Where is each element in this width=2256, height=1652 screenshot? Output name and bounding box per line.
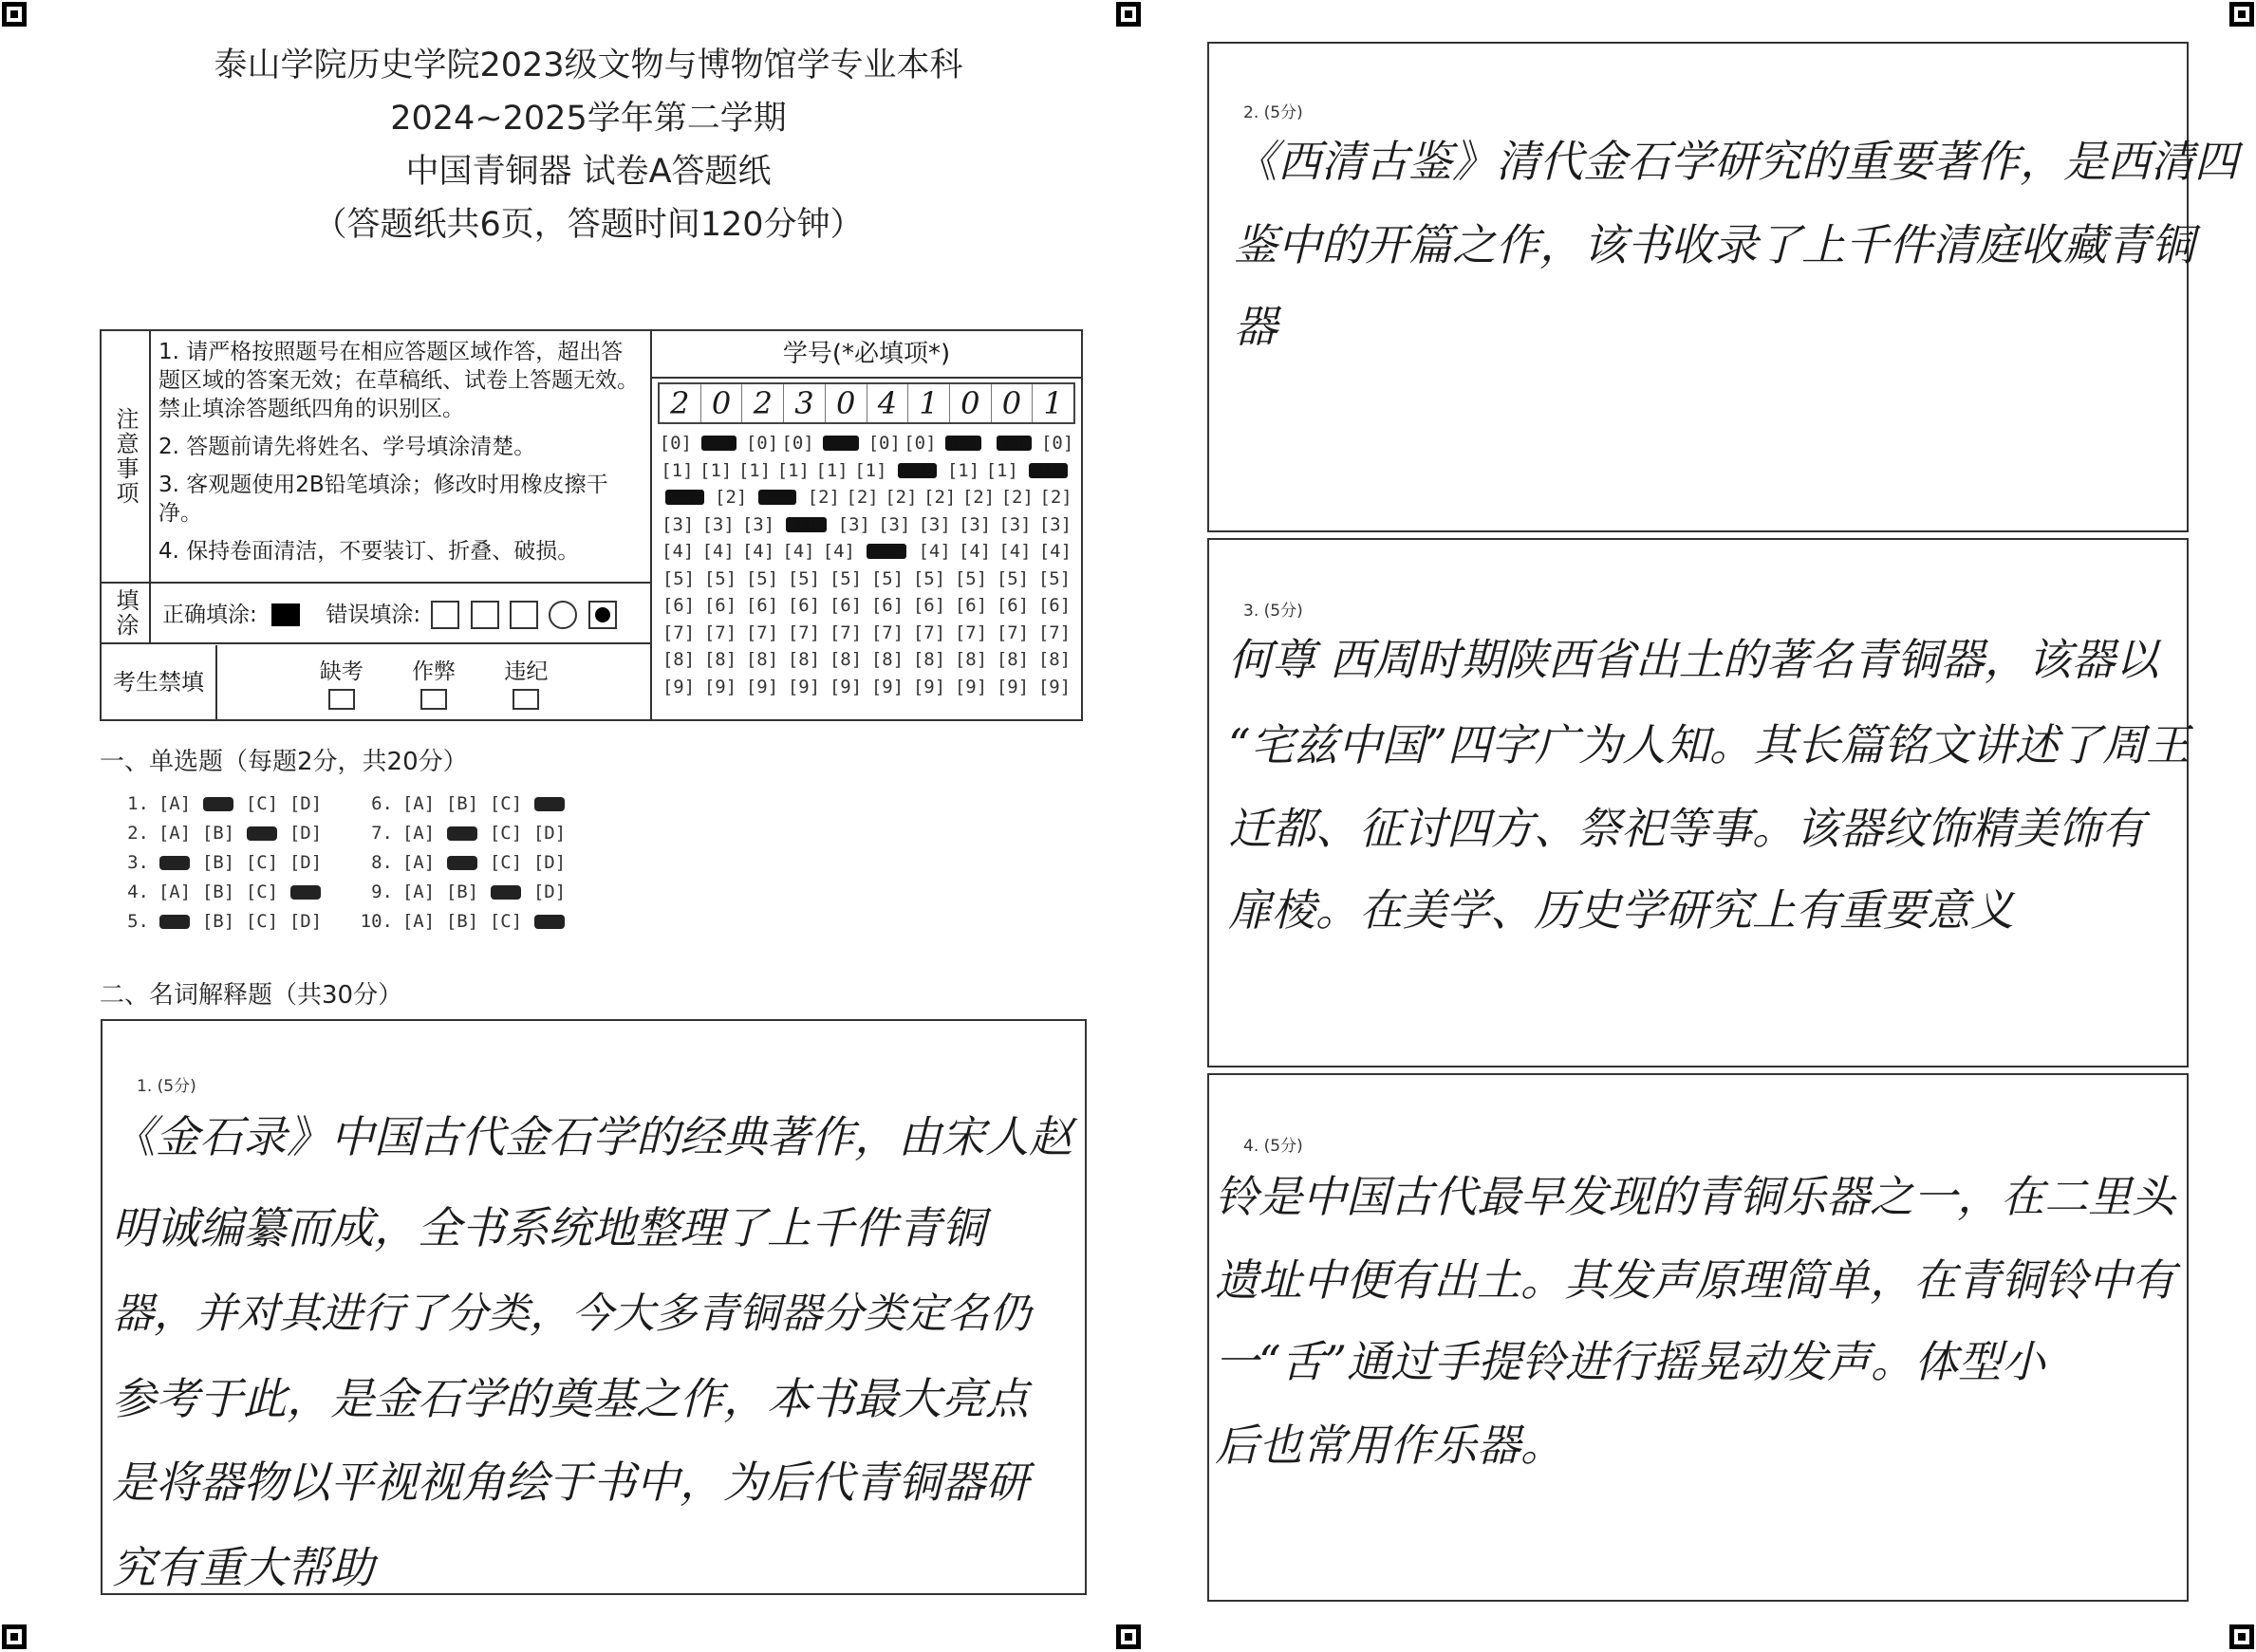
student-id-bubble[interactable]: [5] [662, 567, 696, 589]
correct-fill-label: 正确填涂: [162, 602, 257, 627]
student-id-bubble[interactable]: [6] [662, 595, 696, 617]
student-id-bubble[interactable]: [5] [870, 567, 904, 589]
mcq-option[interactable]: [D] [532, 882, 567, 902]
student-id-bubble[interactable]: [7] [745, 622, 779, 643]
student-id-bubble[interactable]: [6] [954, 595, 988, 617]
notice-label: 注意事项 [101, 330, 150, 583]
student-id-bubble[interactable]: [1] [854, 459, 887, 481]
mcq-option-filled[interactable] [528, 789, 571, 819]
student-id-bubble[interactable]: [4] [998, 541, 1032, 563]
notice-rule: 2. 答题前请先将姓名、学号填涂清楚。 [158, 435, 536, 459]
student-id-bubble[interactable]: [5] [745, 567, 779, 589]
mcq-row [353, 878, 571, 907]
handwritten-line: 一“舌”通过手提铃进行摇晃动发声。体型小 [1215, 1336, 2046, 1387]
wrong-fill-circle-icon [549, 601, 577, 629]
student-id-bubble[interactable]: [6] [912, 595, 946, 617]
mcq-option[interactable]: [C] [489, 852, 523, 873]
student-id-bubble[interactable]: [6] [996, 595, 1030, 617]
mcq-option-filled[interactable] [484, 878, 528, 907]
mcq-option-filled[interactable] [196, 789, 240, 819]
student-id-bubble[interactable]: [5] [1037, 567, 1072, 589]
student-id-bubble[interactable]: [7] [1037, 622, 1072, 643]
student-id-bubble[interactable]: [9] [662, 676, 696, 697]
student-id-bubble[interactable]: [9] [870, 676, 904, 697]
section2-title: 二、名词解释题（共30分） [100, 981, 403, 1010]
question-number: 4. (5分) [1243, 1137, 1303, 1156]
student-id-bubble[interactable]: [1] [737, 459, 772, 481]
student-id-bubble[interactable]: [8] [662, 649, 696, 671]
student-id-bubble[interactable]: [3] [662, 513, 695, 535]
mcq-option[interactable]: [A] [158, 823, 192, 844]
student-id-bubble-filled[interactable]: [0] [997, 436, 1033, 451]
wrong-fill-check-icon [431, 601, 459, 629]
student-id-bubble[interactable]: [3] [701, 513, 735, 535]
answer-box-3[interactable] [1207, 538, 2189, 1067]
absence-row [101, 643, 651, 720]
absence-option-label: 违纪 [504, 659, 549, 684]
mcq-number: 6. [371, 793, 393, 814]
mcq-option[interactable]: [D] [289, 911, 323, 932]
student-id-bubble[interactable]: [4] [662, 541, 695, 563]
student-id-bubble[interactable]: [1] [946, 459, 980, 481]
mcq-option[interactable]: [C] [489, 823, 523, 844]
student-id-bubble[interactable]: [8] [745, 649, 779, 671]
fill-example-row [150, 583, 651, 643]
corner-mark-bottom-middle [1116, 1624, 1141, 1649]
answer-box-4[interactable] [1207, 1073, 2189, 1602]
mcq-option[interactable]: [B] [201, 911, 235, 932]
student-id-bubble-filled[interactable]: [0] [945, 436, 981, 451]
mcq-row [353, 789, 571, 819]
student-id-bubble[interactable]: [5] [996, 567, 1030, 589]
mcq-number: 4. [127, 882, 149, 902]
student-id-digit: 1 [1043, 385, 1063, 421]
student-id-panel [651, 330, 1082, 720]
mcq-option[interactable]: [C] [245, 852, 279, 873]
student-id-bubble[interactable]: [9] [954, 676, 988, 697]
mcq-option[interactable]: [A] [401, 852, 436, 873]
notice-rule: 4. 保持卷面清洁，不要装订、折叠、破损。 [158, 539, 580, 564]
student-id-bubble[interactable]: [3] [837, 513, 870, 535]
handwritten-line: “宅兹中国”四字广为人知。其长篇铭文讲述了周王 [1228, 719, 2191, 770]
student-id-bubble[interactable]: [9] [745, 676, 779, 697]
mcq-row [109, 848, 327, 878]
student-id-bubble[interactable]: [2] [807, 487, 840, 509]
student-id-bubble-row [658, 538, 1075, 566]
student-id-bubble[interactable]: [0] [745, 433, 779, 455]
mcq-option[interactable]: [B] [445, 882, 479, 902]
student-id-digit: 0 [950, 384, 992, 422]
notice-table [100, 329, 1083, 721]
handwritten-line: 扉棱。在美学、历史学研究上有重要意义 [1228, 884, 2014, 936]
header-exam-title: 中国青铜器 试卷A答题纸 [405, 153, 772, 191]
student-id-bubble[interactable]: [1] [776, 459, 810, 481]
student-id-bubble[interactable]: [9] [996, 676, 1030, 697]
mcq-option[interactable]: [C] [245, 911, 279, 932]
mcq-option[interactable]: [C] [489, 793, 523, 814]
mcq-row [109, 907, 327, 937]
mcq-option[interactable]: [A] [401, 823, 436, 844]
student-id-bubble[interactable]: [4] [701, 541, 735, 563]
corner-mark-top-left [2, 2, 27, 27]
student-id-bubble[interactable]: [2] [1039, 487, 1072, 509]
student-id-bubble[interactable]: [2] [1000, 487, 1034, 509]
student-id-bubble[interactable]: [2] [715, 487, 748, 509]
student-id-bubble[interactable]: [0] [867, 433, 901, 455]
student-id-bubble-filled[interactable]: [2] [758, 490, 797, 505]
corner-mark-bottom-left [2, 1624, 27, 1649]
student-id-bubble[interactable]: [7] [912, 622, 946, 643]
student-id-bubble-filled[interactable]: [1] [1029, 463, 1068, 478]
student-id-bubble[interactable]: [8] [1037, 649, 1072, 671]
notice-rules [150, 330, 651, 583]
handwritten-line: 鉴中的开篇之作，该书收录了上千件清庭收藏青铜 [1234, 219, 2194, 270]
student-id-bubble[interactable]: [0] [904, 433, 937, 455]
mcq-option[interactable]: [B] [201, 852, 235, 873]
student-id-bubble[interactable]: [9] [912, 676, 946, 697]
student-id-bubble[interactable]: [6] [870, 595, 904, 617]
student-id-bubble[interactable]: [5] [954, 567, 988, 589]
corner-mark-top-middle [1116, 2, 1141, 27]
mcq-column-left[interactable] [109, 789, 327, 937]
student-id-bubble[interactable]: [0] [1040, 433, 1074, 455]
student-id-digit: 0 [701, 384, 743, 422]
section1-title: 一、单选题（每题2分，共20分） [100, 748, 468, 776]
mcq-option-filled[interactable] [440, 848, 484, 878]
student-id-bubble-row [658, 430, 1075, 457]
student-id-bubble[interactable]: [7] [954, 622, 988, 643]
mcq-option[interactable]: [B] [201, 823, 235, 844]
mcq-row [353, 848, 571, 878]
mcq-option[interactable]: [D] [532, 823, 567, 844]
student-id-bubble-filled[interactable]: [0] [823, 436, 859, 451]
student-id-digit: 4 [867, 384, 909, 422]
handwritten-line: 迁都、征讨四方、祭祀等事。该器纹饰精美饰有 [1228, 803, 2145, 854]
answer-box-2[interactable] [1207, 42, 2238, 532]
mcq-number: 9. [371, 882, 393, 902]
student-id-bubble-filled[interactable]: [1] [898, 463, 937, 478]
student-id-bubble-filled[interactable]: [3] [786, 517, 826, 532]
correct-fill-sample [271, 603, 300, 626]
handwritten-line: 参考于此，是金石学的奠基之作，本书最大亮点 [112, 1373, 1029, 1424]
student-id-bubble[interactable]: [2] [846, 487, 879, 509]
handwritten-line: 器 [1234, 301, 1277, 352]
mcq-number: 5. [127, 911, 149, 932]
mcq-number: 3. [127, 852, 149, 873]
answer-box-1[interactable] [101, 1019, 1087, 1595]
student-id-bubble-row [658, 674, 1075, 701]
mcq-option[interactable]: [A] [401, 793, 436, 814]
handwritten-line: 器，并对其进行了分类，今大多青铜器分类定名仍 [112, 1290, 1031, 1338]
corner-mark-bottom-right [2229, 1624, 2254, 1649]
mcq-row [353, 819, 571, 848]
corner-mark-top-right [2229, 2, 2254, 27]
mcq-row [109, 819, 327, 848]
question-number: 1. (5分) [137, 1077, 196, 1096]
student-id-bubble[interactable]: [4] [1038, 541, 1072, 563]
student-id-bubble[interactable]: [8] [912, 649, 946, 671]
handwritten-line: 《西清古鉴》清代金石学研究的重要著作，是西清四 [1234, 136, 2238, 187]
mcq-number: 8. [371, 852, 393, 873]
absence-option-label: 缺考 [319, 659, 364, 684]
absence-option-absent[interactable] [299, 654, 384, 710]
wrong-fill-dash-icon [510, 601, 538, 629]
student-id-bubble[interactable]: [2] [961, 487, 996, 509]
student-id-bubble[interactable]: [1] [699, 459, 733, 481]
student-id-bubble-row [658, 566, 1075, 593]
student-id-bubble[interactable]: [6] [787, 595, 821, 617]
handwritten-line: 明诚编纂而成，全书系统地整理了上千件青铜 [112, 1202, 985, 1253]
student-id-digit: 1 [908, 384, 950, 422]
student-id-bubble[interactable]: [9] [787, 676, 821, 697]
mcq-option[interactable]: [A] [401, 882, 436, 902]
header-term-line: 2024~2025学年第二学期 [390, 100, 787, 138]
student-id-bubble-row [658, 484, 1075, 511]
student-id-bubble[interactable]: [3] [918, 513, 951, 535]
student-id-bubble[interactable]: [3] [1038, 513, 1072, 535]
student-id-bubble[interactable]: [9] [829, 676, 863, 697]
mcq-option[interactable]: [D] [532, 852, 567, 873]
student-id-bubble-grid[interactable] [658, 430, 1075, 700]
mcq-option-filled[interactable] [153, 907, 196, 937]
student-id-bubble[interactable]: [6] [829, 595, 863, 617]
student-id-bubble[interactable]: [7] [662, 622, 696, 643]
student-id-bubble[interactable]: [1] [985, 459, 1018, 481]
handwritten-line: 究有重大帮助 [112, 1542, 374, 1593]
mcq-option[interactable]: [A] [158, 882, 192, 902]
student-id-bubble[interactable]: [1] [815, 459, 848, 481]
notice-rule: 1. 请严格按照题号在相应答题区域作答，超出答题区域的答案无效；在草稿纸、试卷上答题无效。禁止填涂答题纸四角的识别区。 [158, 340, 639, 421]
student-id-bubble[interactable]: [8] [703, 649, 737, 671]
mcq-option[interactable]: [C] [245, 793, 279, 814]
question-number: 3. (5分) [1243, 602, 1303, 621]
student-id-bubble-filled[interactable]: [4] [867, 544, 906, 559]
student-id-bubble[interactable]: [4] [918, 541, 951, 563]
student-id-digit: 2 [742, 384, 784, 422]
student-id-digit: 0 [992, 384, 1034, 422]
student-id-bubble[interactable]: [8] [870, 649, 904, 671]
student-id-digit: 2 [660, 384, 701, 422]
student-id-digit: 0 [826, 384, 867, 422]
student-id-bubble[interactable]: [6] [745, 595, 779, 617]
student-id-bubble[interactable]: [2] [885, 487, 918, 509]
student-id-bubble-row [658, 457, 1075, 485]
absence-option-cheating[interactable] [391, 654, 476, 710]
mcq-option-filled[interactable] [240, 819, 284, 848]
student-id-bubble[interactable]: [4] [822, 541, 855, 563]
student-id-bubble[interactable]: [7] [829, 622, 863, 643]
student-id-bubble[interactable]: [0] [781, 433, 814, 455]
student-id-bubble[interactable]: [2] [923, 487, 957, 509]
mcq-option[interactable]: [B] [201, 882, 235, 902]
question-number: 2. (5分) [1243, 103, 1303, 122]
mcq-option-filled[interactable] [440, 819, 484, 848]
student-id-digit: 3 [784, 384, 826, 422]
handwritten-line: 遗址中便有出土。其发声原理简单，在青铜铃中有 [1215, 1254, 2175, 1306]
mcq-option[interactable]: [C] [245, 882, 279, 902]
student-id-digits[interactable] [658, 382, 1075, 424]
absence-option-violation[interactable] [483, 654, 569, 710]
mcq-option[interactable]: [D] [289, 852, 323, 873]
student-id-bubble[interactable]: [8] [996, 649, 1030, 671]
student-id-bubble-filled[interactable]: [0] [701, 436, 737, 451]
handwritten-line: 是将器物以平视视角绘于书中，为后代青铜器研 [112, 1457, 1029, 1508]
student-id-bubble[interactable]: [4] [958, 541, 992, 563]
student-id-bubble[interactable]: [5] [787, 567, 821, 589]
notice-rule: 3. 客观题使用2B铅笔填涂；修改时用橡皮擦干净。 [158, 473, 608, 526]
student-id-bubble[interactable]: [1] [661, 459, 694, 481]
student-id-bubble[interactable]: [5] [829, 567, 863, 589]
student-id-bubble-row [658, 646, 1075, 674]
student-id-bubble[interactable]: [3] [878, 513, 911, 535]
student-id-bubble[interactable]: [5] [912, 567, 946, 589]
mcq-option-filled[interactable] [153, 848, 196, 878]
mcq-option-filled[interactable] [284, 878, 327, 907]
mcq-number: 2. [127, 823, 149, 844]
student-id-bubble[interactable]: [8] [787, 649, 821, 671]
student-id-bubble-filled[interactable]: [2] [665, 490, 704, 505]
mcq-number: 7. [371, 823, 393, 844]
mcq-row [109, 789, 327, 819]
student-id-bubble[interactable]: [4] [782, 541, 815, 563]
student-id-bubble-row [658, 620, 1075, 647]
student-id-bubble[interactable]: [8] [954, 649, 988, 671]
mcq-option-filled[interactable] [528, 907, 571, 937]
student-id-bubble[interactable]: [7] [787, 622, 821, 643]
header-school-line: 泰山学院历史学院2023级文物与博物馆学专业本科 [214, 46, 963, 84]
student-id-bubble-row [658, 592, 1075, 620]
student-id-bubble[interactable]: [9] [1037, 676, 1072, 697]
student-id-bubble[interactable]: [8] [829, 649, 863, 671]
student-id-bubble[interactable]: [7] [996, 622, 1030, 643]
absence-label: 考生禁填 [102, 645, 217, 719]
mcq-row [109, 878, 327, 907]
header-exam-info: （答题纸共6页，答题时间120分钟） [313, 206, 864, 244]
handwritten-line: 铃是中国古代最早发现的青铜乐器之一，在二里头 [1215, 1171, 2175, 1222]
student-id-bubble[interactable]: [3] [998, 513, 1032, 535]
absence-option-label: 作弊 [412, 659, 456, 684]
wrong-fill-dot-icon [588, 601, 617, 629]
mcq-option[interactable]: [B] [445, 793, 479, 814]
mcq-column-right[interactable] [353, 789, 571, 937]
student-id-bubble[interactable]: [4] [741, 541, 775, 563]
student-id-bubble[interactable]: [5] [703, 567, 737, 589]
handwritten-line: 《金石录》中国古代金石学的经典著作，由宋人赵 [112, 1111, 1072, 1162]
student-id-bubble[interactable]: [7] [870, 622, 904, 643]
student-id-bubble[interactable]: [3] [958, 513, 992, 535]
fill-label: 填涂 [101, 583, 150, 643]
student-id-bubble[interactable]: [6] [703, 595, 737, 617]
mcq-option[interactable]: [A] [158, 793, 192, 814]
student-id-title: 学号(*必填项*) [652, 331, 1081, 379]
mcq-option[interactable]: [D] [289, 793, 323, 814]
student-id-bubble[interactable]: [3] [741, 513, 775, 535]
mcq-option[interactable]: [B] [445, 911, 479, 932]
student-id-bubble[interactable]: [9] [703, 676, 737, 697]
mcq-row [353, 907, 571, 937]
mcq-number: 10. [360, 911, 393, 932]
handwritten-line: 何尊 西周时期陕西省出土的著名青铜器，该器以 [1228, 634, 2159, 685]
student-id-bubble[interactable]: [6] [1037, 595, 1072, 617]
mcq-option[interactable]: [A] [401, 911, 436, 932]
student-id-bubble[interactable]: [7] [703, 622, 737, 643]
mcq-option[interactable]: [C] [489, 911, 523, 932]
handwritten-line: 后也常用作乐器。 [1215, 1420, 1564, 1471]
student-id-bubble-row [658, 511, 1075, 539]
mcq-option[interactable]: [D] [289, 823, 323, 844]
wrong-fill-plus-icon [471, 601, 499, 629]
student-id-bubble[interactable]: [0] [659, 433, 692, 455]
mcq-number: 1. [127, 793, 149, 814]
wrong-fill-label: 错误填涂: [326, 602, 421, 627]
